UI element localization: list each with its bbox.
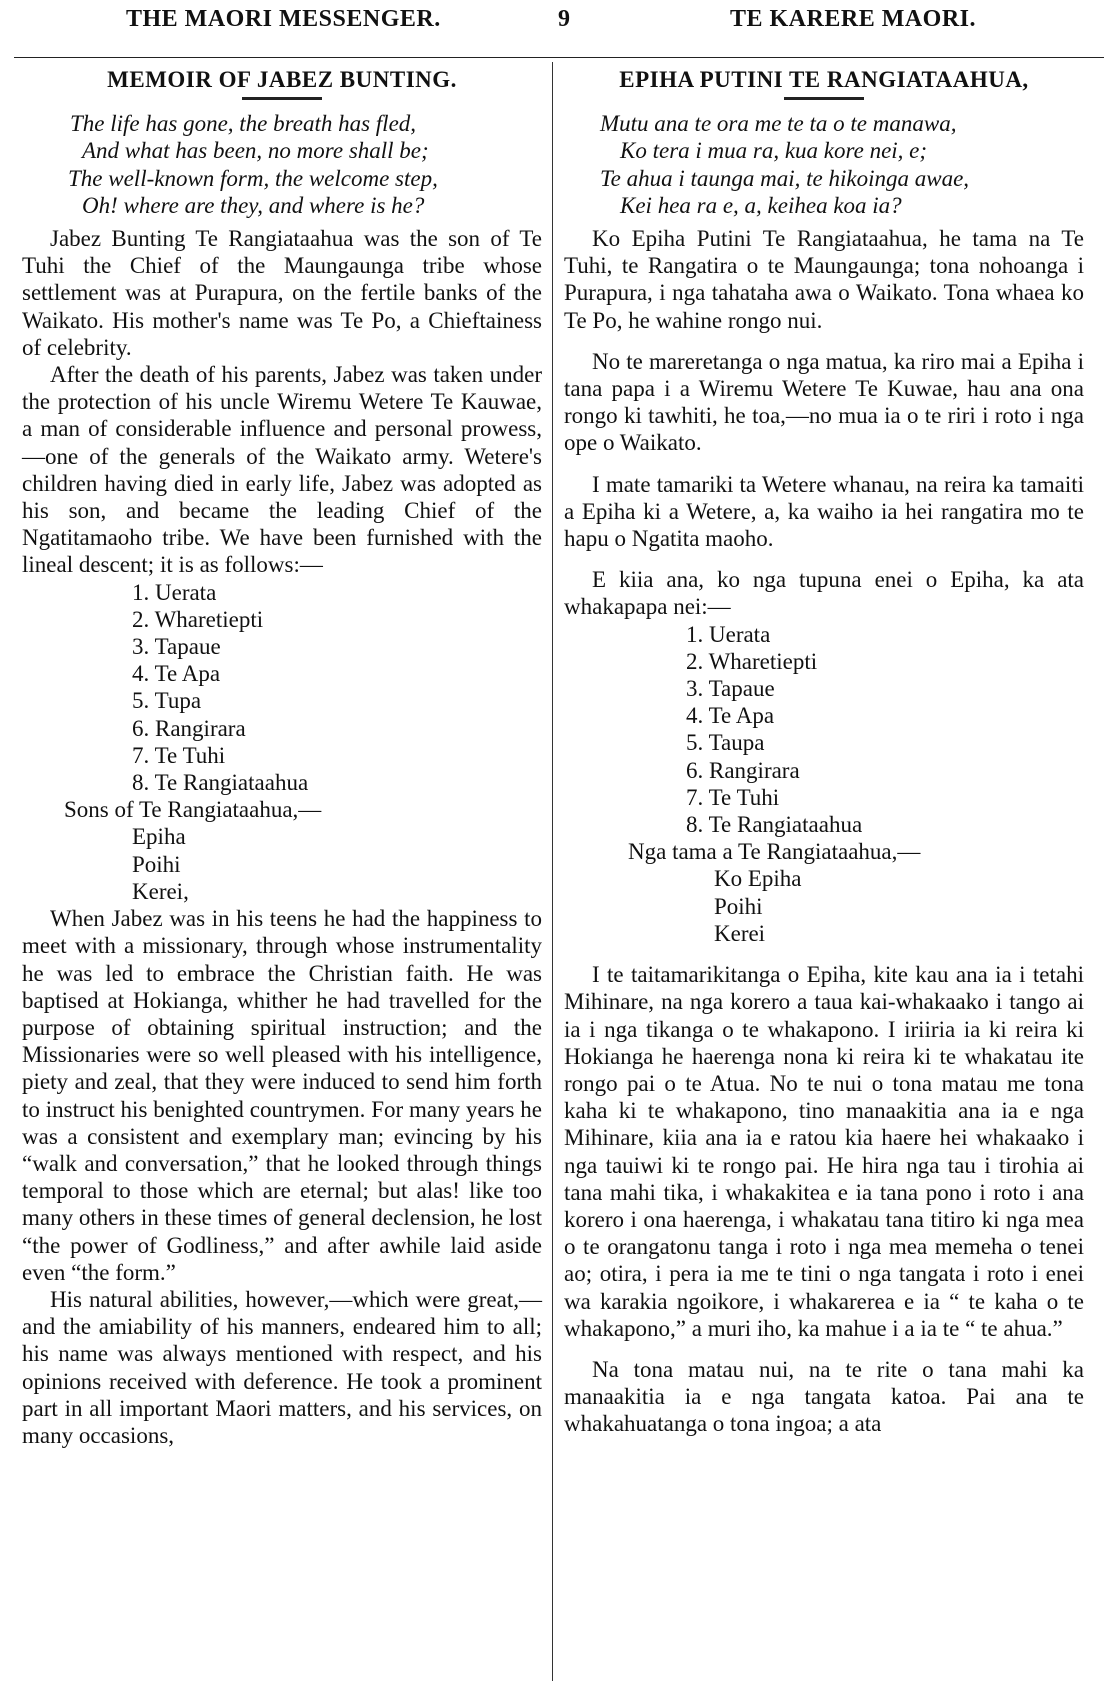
list-item: 1. Uerata	[132, 579, 217, 605]
paragraph: After the death of his parents, Jabez was taken under the protection of his uncle Wiremu Wetere Te Kauwae, a man of considerable influence and personal prowess,—one of the generals of the Waikato army. Wetere's children having died in early life, Jabez was adopted as his son, and became the leading Chief of the Ngatitamaoho tribe. We have been furnished with the lineal descent; it is as follows:—	[22, 362, 542, 578]
list-item: 4. Te Apa	[132, 661, 221, 687]
column-divider	[552, 62, 553, 1681]
list-item: Ko Epiha	[714, 866, 802, 892]
paragraph: I mate tamariki ta Wetere whanau, na reira ka tamaiti a Epiha ki a Wetere, a, ka waiho ia hei rangatira mo te hapu o Ngatita maoho.	[564, 471, 1084, 552]
epigraph-poem-english	[22, 110, 542, 219]
header-rule	[14, 57, 1104, 58]
list-item: 5. Tupa	[132, 688, 202, 714]
list-item: 7. Te Tuhi	[686, 784, 780, 810]
paragraph: I te taitamarikitanga o Epiha, kite kau ana ia i tetahi Mihinare, na nga korero a taua kai-whakaako i tango ai ia i nga tikanga o te whakapono. I iriiria ia ki reira ki Hokianga he haerenga nona ki reira ki te whakatau ite rongo pai o te Atua. No te nui o tona matau me tona kaha ki te whakapono, tino manaakitia ana ia e nga Mihinare, kiia ana ia e ratou kia haere hei whakaako i nga tauiwi ki te rongo pai. He hira nga tau i tirohia ai tana mahi tika, i whakakitea e ia tana pono i roto i ana korero i ona haerenga, i whakatau tana titiro ki nga mea o te orangatonu tanga i roto i nga mea memeha o tenei ao; otira, i pera ia me te tini o nga tangata i roto i enei wa karakia ngoikore, i whakarerea e ia “ te kaha o te whakapono,” a muri iho, ka mahue i a ia te “ te ahua.”	[564, 962, 1084, 1341]
poem-line: Mutu ana te ora me te ta o te manawa,	[600, 111, 957, 137]
header-maori-title: TE KARERE MAORI.	[730, 6, 977, 32]
list-item: 8. Te Rangiataahua	[132, 770, 309, 796]
list-item: 4. Te Apa	[686, 703, 775, 729]
maori-column	[564, 62, 1084, 1438]
english-column	[22, 62, 542, 1449]
title-rule	[242, 97, 322, 100]
paragraph: E kiia ana, ko nga tupuna enei o Epiha, ka ata whakapapa nei:—	[564, 567, 1084, 620]
title-rule	[784, 97, 864, 100]
list-item: 2. Wharetiepti	[686, 648, 818, 674]
lineage-list	[22, 579, 542, 797]
poem-line: The well-known form, the welcome step,	[68, 165, 438, 191]
list-item: Kerei	[714, 920, 766, 946]
sons-list	[564, 865, 1084, 947]
poem-line: The life has gone, the breath has fled,	[70, 111, 417, 137]
list-item: 6. Rangirara	[686, 757, 800, 783]
page-number: 9	[558, 6, 571, 32]
lineage-list	[564, 621, 1084, 839]
paragraph: His natural abilities, however,—which were great,—and the amiability of his manners, endeared him to all; his name was always mentioned with respect, and his opinions received with deference. He took a prominent part in all important Maori matters, and his services, on many occasions,	[22, 1286, 542, 1448]
paragraph: When Jabez was in his teens he had the happiness to meet with a missionary, through whose instrumentality he was led to embrace the Christian faith. He was baptised at Hokianga, whither he had travelled for the purpose of obtaining spiritual instruction; and the Missionaries were so well pleased with his intelligence, piety and zeal, that they were induced to send him forth to instruct his benighted countrymen. For many years he was a consistent and exemplary man; evincing by his “walk and conversation,” that he looked through things temporal to those which are eternal; but alas! like too many others in these times of general declension, he lost “the power of Godliness,” and after awhile laid aside even “the form.”	[22, 906, 542, 1285]
poem-line: And what has been, no more shall be;	[82, 138, 429, 164]
list-item: 7. Te Tuhi	[132, 742, 226, 768]
paragraph: Ko Epiha Putini Te Rangiataahua, he tama na Te Tuhi, te Rangatira o te Maungaunga; tona nohoanga i Purapura, i nga tahataha awa o Waikato. Tona whaea ko Te Po, he wahine rongo nui.	[564, 226, 1084, 333]
sons-list	[22, 823, 542, 905]
list-item: 5. Taupa	[686, 730, 765, 756]
poem-line: Te ahua i taunga mai, te hikoinga awae,	[600, 165, 970, 191]
poem-line: Kei hea ra e, a, keihea koa ia?	[620, 192, 902, 218]
article-title-english: MEMOIR OF JABEZ BUNTING.	[107, 67, 457, 92]
list-item: 6. Rangirara	[132, 715, 246, 741]
list-item: 8. Te Rangiataahua	[686, 812, 863, 838]
poem-line: Oh! where are they, and where is he?	[82, 192, 425, 218]
paragraph: Jabez Bunting Te Rangiataahua was the son of Te Tuhi the Chief of the Maungaunga tribe whose settlement was at Purapura, on the fertile banks of the Waikato. His mother's name was Te Po, a Chieftainess of celebrity.	[22, 226, 542, 360]
page-header	[0, 0, 1114, 60]
list-item: Kerei,	[132, 878, 189, 904]
epigraph-poem-maori	[564, 110, 1084, 219]
header-english-title: THE MAORI MESSENGER.	[126, 6, 441, 32]
list-item: 3. Tapaue	[686, 676, 775, 702]
list-item: 1. Uerata	[686, 621, 771, 647]
poem-line: Ko tera i mua ra, kua kore nei, e;	[620, 138, 928, 164]
list-item: Epiha	[132, 824, 186, 850]
list-item: 3. Tapaue	[132, 634, 221, 660]
article-title-maori: EPIHA PUTINI TE RANGIATAAHUA,	[619, 67, 1029, 92]
sons-heading: Nga tama a Te Rangiataahua,—	[628, 839, 921, 865]
paragraph: No te mareretanga o nga matua, ka riro mai a Epiha i tana papa i a Wiremu Wetere Te Kuwae, hau ana ona rongo ki tawhiti, he toa,—no mua ia o te riri i roto i nga ope o Waikato.	[564, 348, 1084, 456]
sons-heading: Sons of Te Rangiataahua,—	[64, 797, 322, 823]
list-item: 2. Wharetiepti	[132, 606, 264, 632]
list-item: Poihi	[132, 851, 181, 877]
paragraph: Na tona matau nui, na te rite o tana mahi ka manaakitia ia e nga tangata katoa. Pai ana te whakahuatanga o tona ingoa; a ata	[564, 1356, 1084, 1437]
list-item: Poihi	[714, 893, 763, 919]
